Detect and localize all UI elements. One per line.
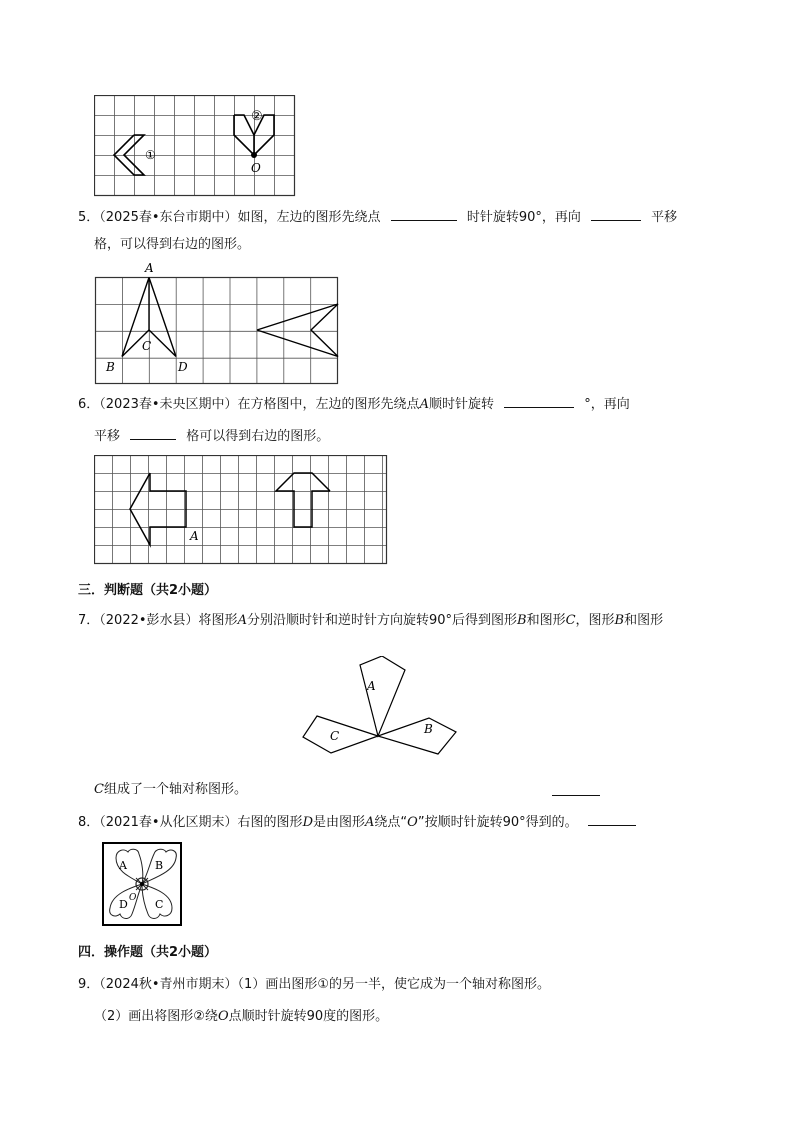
q6-source: （2023春•未央区期中） [99,397,238,412]
svg-text:C: C [330,729,340,743]
shape-2-label: ② [251,109,263,124]
q7-line2: C组成了一个轴对称图形。 [94,782,247,797]
q6-line2: 平移 格可以得到右边的图形。 [94,425,329,446]
q8-answer-blank[interactable] [588,811,636,826]
q9-source: （2024秋•青州市期末） [99,977,238,992]
q6-right-shape [276,473,330,527]
q5-line2: 格，可以得到右边的图形。 [94,237,251,252]
q5-right-shape [257,304,338,357]
q8-petal-figure [102,842,182,926]
kite-b [378,718,456,754]
q7-answer-blank[interactable] [552,781,600,796]
section-3-heading: 三．判断题（共2小题） [78,583,218,598]
shape-1-half [114,135,144,175]
point-o [251,152,257,158]
q9-line2: （2）画出将图形②绕O点顺时针旋转90度的图形。 [94,1009,389,1024]
svg-text:D: D [178,360,188,374]
section-4-heading: 四．操作题（共2小题） [78,945,218,960]
q8-source: （2021春•从化区期末） [99,815,238,830]
top-grid-figure [94,95,296,197]
svg-text:A: A [367,679,376,693]
point-o-label: O [251,161,261,175]
q6-blank-2[interactable] [130,425,176,440]
shape-1-label: ① [145,148,156,162]
q6-grid-figure [94,455,388,567]
q5-line1: 5．（2025春•东台市期中）如图，左边的图形先绕点 时针旋转90°，再向 平移 [78,206,677,227]
svg-text:B: B [424,722,433,736]
q7-source: （2022•彭水县） [99,613,199,628]
q7-line1: 7．（2022•彭水县）将图形A分别沿顺时针和逆时针方向旋转90°后得到图形B和图形C，图形B和图形 [78,613,664,628]
svg-text:A: A [119,859,127,872]
kite-c [303,716,378,753]
svg-text:C: C [142,339,152,353]
q5-blank-2[interactable] [591,206,641,221]
q6-blank-1[interactable] [504,393,574,408]
svg-text:D: D [119,898,128,911]
svg-text:A: A [145,261,154,275]
svg-text:O: O [129,893,137,903]
svg-text:A: A [190,529,199,543]
q6-line1: 6．（2023春•未央区期中）在方格图中，左边的图形先绕点A顺时针旋转 °，再向 [78,393,630,414]
q5-source: （2025春•东台市期中） [99,210,238,225]
q7-kite-figure [300,656,460,760]
q9-line1: 9．（2024秋•青州市期末）（1）画出图形①的另一半，使它成为一个轴对称图形。 [78,977,550,992]
svg-text:C: C [155,898,164,911]
svg-text:B: B [155,859,164,872]
kite-a [360,656,405,736]
q5-grid-figure [90,260,340,386]
q6-left-shape [130,473,186,545]
q8-line1: 8．（2021春•从化区期末）右图的图形D是由图形A绕点“O”按顺时针旋转90°得到的。 [78,811,642,832]
svg-text:B: B [106,360,115,374]
q5-blank-1[interactable] [391,206,457,221]
